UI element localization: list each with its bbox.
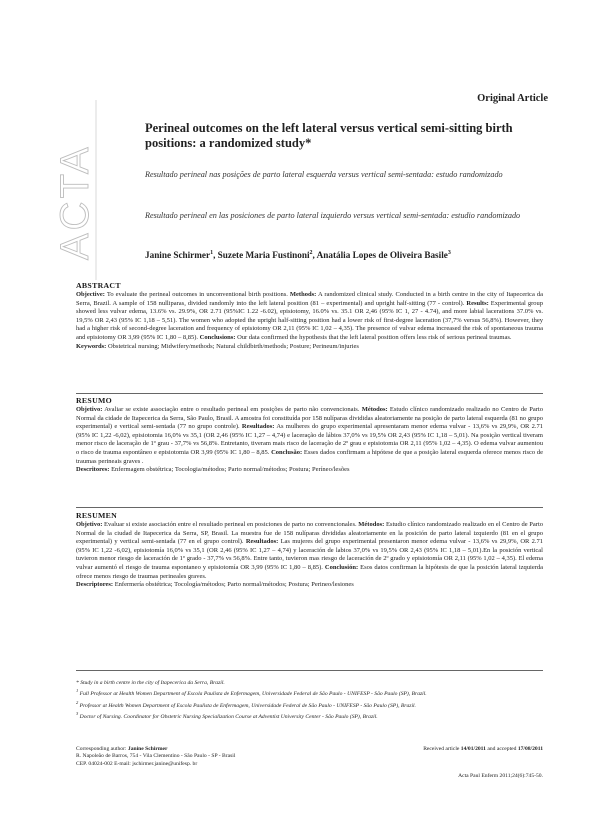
resumen-heading: RESUMEN [76,511,118,520]
author-2: Suzete Maria Fustinoni [217,250,310,261]
article-title: Perineal outcomes on the left lateral versus vertical semi-sitting birth positions: a randomized study* [145,121,513,150]
abstract-methods: A randomized clinical study. Conducted in a birth centre in the city of Itapecerica da Serra, Brazil. A sample of 158 nulliparas, divided randomly into the left lateral position (81 – experimental) and upright half-sitting (77 - control). [76,291,544,307]
footnote-marker: 1 [76,688,79,694]
subtitle-portuguese: Resultado perineal nas posições de parto lateral esquerda versus vertical semi-sentada: estudo randomizado [145,170,503,179]
abstract-keywords [76,343,543,352]
resumo-heading: RESUMO [76,396,113,405]
acta-logo [52,100,112,280]
footnote-text: Doctor of Nursing. Coordinator for Obstetric Nursing Specialization Course at Adventist University Center - São Paulo (SP), Brazil. [78,714,378,721]
received-label: Received article [423,746,461,752]
author-separator: , [312,250,317,261]
accepted-label: and accepted [485,746,518,752]
resumen-body [76,521,543,581]
subtitle-spanish: Resultado perineal en las posiciones de parto lateral izquierdo versus vertical semi-sentada: estudio randomizado [145,211,521,220]
resumen-conclusion-label: Conclusión: [324,563,359,571]
received-date: 14/01/2011 [460,746,486,752]
article-type-label: Original Article [477,93,548,104]
footnote-text: Full Professor at Health Women Department of Escola Paulista de Enfermagem, Universidade Federal de São Paulo - UNIFESP - São Paulo (SP), Brazil. [78,691,427,698]
footnotes [76,676,543,722]
section-divider [76,393,543,394]
footnote-divider [76,670,543,671]
footnote-author-3 [76,710,543,721]
resumo-keywords-text: Enfermagem obstétrica; Tocologia/métodos; Parto normal/métodos; Postura; Períneo/lesões [109,466,350,474]
resumo-keywords-label: Descritores: [76,466,110,474]
author-2-affiliation: 2 [309,250,313,256]
resumen-results: Las mujeres del grupo experimental presentaron menor edema vulvar - 13,6% vs 29,9%, OR 2.71 (95% IC 1,22 -6,02), episiotomía 16,0% vs 35,1 (OR 2,46 (95% IC 1,27 – 4,74) y laceración de labios 37,0% vs 19,5% OR 2,43 (95% IC 1,18 – 5,01).En la posición vertical tuvieron menor riesgo de laceración de 1º grado - 37,7% vs 56,8%. Entre tanto, tuvieron mas riesgo de laceración de 2º grado y episiotomía OR 2,11 (95% 1,02 – 4,35). El edema vulvar aumentó el riesgo de trauma espontaneo y episiotomía OR 3,99 (95% IC 1,80 – 8,85). [76,538,543,571]
footnote-marker: 2 [76,699,79,705]
resumen-objective-label: Objetivo: [76,521,103,528]
abstract-keywords-label: Keywords: [76,342,107,350]
author-1: Janine Schirmer [145,250,211,261]
abstract-keywords-text: Obstetrical nursing; Midwifery/methods; Natural childbirth/methods; Posture; Perineum/injuries [106,342,359,350]
resumen-results-label: Resultados: [245,538,279,546]
abstract-heading: ABSTRACT [76,281,121,290]
author-3: Anatália Lopes de Oliveira Basile [316,250,448,261]
author-list [145,250,565,260]
resumen-keywords [76,581,543,590]
received-accepted-dates [423,746,543,752]
abstract-results: Experimental group showed less vulvar edema, 13.6% vs. 29.9%, OR 2.71 (95%IC 1.22 -6.02), episiotomy, 16.0% vs. 35.1 OR 2,46 (95% IC 1, 27 - 4.74), and more labial lacerations 37.0% vs. 19,5% OR 2,43 (95% IC 1,18 – 5,51). The women who adopted the upright half-sitting position had a lower risk of first-degree laceration (37,7% versus 56,8%). However, they had a higher risk of second-degree laceration and frequency of episiotomy OR 2,11 (95% IC 1,02 – 4,35). The presence of vulvar edema increased the risk of spontaneous trauma and episiotomy OR 3,99 (95% IC 1,80 – 8,85). [76,299,544,341]
resumo-objective-label: Objetivo: [76,406,103,413]
accepted-date: 17/08/2011 [517,746,543,752]
footnote-author-2 [76,699,543,710]
resumen-methods-label: Métodos: [358,521,385,528]
abstract-objective: To evaluate the perineal outcomes in unconventional birth positions. [104,291,290,298]
resumo-results: As mulheres do grupo experimental apresentaram menor edema vulvar - 13,6% vs 29,9%, OR 2.71 (95% IC 1,22 -6,02), episiotomia 16,0% vs 35,1 (OR 2,46 (95% IC 1,27 – 4,74) e laceração de lábios 37,0% vs 19,5% OR 2,43 (95% IC 1,18 – 5,01). Na posição vertical tiveram menor risco de laceração de 1º grau - 37,7% vs 56,8%. Entretanto, tiveram mais risco de laceração de 2º grau e episiotomia OR 2,11 (95% 1,02 – 4,35). O edema vulvar aumentou o risco de trauma espontâneo e episiotomia OR 3,99 (95% IC 1,80 – 8,85. [76,423,543,456]
resumo-keywords [76,466,543,475]
resumo-body [76,406,543,466]
abstract-section [76,281,543,351]
resumo-section [76,396,543,475]
resumen-methods: Estudio clínico randomizado realizado en el Centro de Parto Normal de la ciudad de Itapecerica da Serra, SP, Brasil. La muestra fue de 158 nulíparas divididas aleatoriamente en la posición de parto lateral izquierdo (81 en el grupo experimental) y vertical semi-sentada (77 en el grupo control). [76,521,543,546]
correspondence-contact: CEP. 04024-002 E-mail: jschirmer.janine@unifesp. br [76,760,198,767]
footnote-author-1 [76,687,543,698]
journal-reference: Acta Paul Enferm 2011;24(6):745-50. [458,773,543,779]
abstract-conclusion-label: Conclusions: [199,333,236,341]
author-3-affiliation: 3 [447,250,451,256]
resumen-keywords-text: Enfermería obstétrica; Tocología/métodos; Parto normal/métodos; Postura; Perineo/lesiones [113,581,354,589]
author-1-affiliation: 1 [210,250,214,256]
footnote-marker: 3 [76,711,79,717]
abstract-objective-label: Objective: [76,291,105,298]
acta-logo-text: ACTA [53,144,97,260]
resumo-conclusion-label: Conclusão: [271,448,303,456]
resumen-section [76,511,543,590]
footnote-text: * Study in a birth centre in the city of Itapecerica da Serra, Brazil. [76,679,225,686]
abstract-body [76,291,543,343]
correspondence-block [76,746,376,768]
resumen-objective: Evaluar si existe asociación entre el resultado perineal en posiciones de parto no convencionales. [102,521,359,528]
correspondence-label: Corresponding author: [76,746,128,752]
abstract-results-label: Results: [466,299,489,307]
resumen-conclusion: Esos datos confirman la hipótesis de que la posición lateral izquierda ofrece menos riesgo de traumas perineales graves. [76,563,544,580]
footnote-text: Professor at Health Women Department of Escola Paulista de Enfermagem, Universidade Federal de São Paulo - UNIFESP - São Paulo (SP), Brazil. [78,702,416,709]
correspondence-name: Janine Schirmer [127,746,168,752]
section-divider [76,507,543,508]
footnote-study [76,676,543,687]
resumo-methods-label: Métodos: [361,406,388,413]
resumen-keywords-label: Descriptores: [76,581,114,589]
abstract-methods-label: Methods: [289,291,317,298]
resumo-conclusion: Esses dados confirmam a hipótese de que a posição lateral esquerda oferece menos risco de traumas perineais graves . [76,448,543,465]
abstract-conclusion: Our data confirmed the hypothesis that the left lateral position offers less risk of serious perineal traumas. [235,333,512,341]
resumo-objective: Avaliar se existe associação entre o resultado perineal em posições de parto não convencionais. [102,406,362,413]
resumo-methods: Estudo clínico randomizado realizado no Centro de Parto Normal da cidade de Itapecerica da Serra, São Paulo, Brasil. A amostra foi constituída por 158 nulíparas divididas aleatoriamente na posição de parto lateral esquerda (81 no grupo experimental) e vertical semi-sentada (77 no grupo controle). [76,406,543,431]
correspondence-address: R. Napoleão de Barros, 754 - Vila Clementino - São Paulo - SP - Brasil [76,753,236,760]
author-separator: , [213,250,218,261]
resumo-results-label: Resultados: [241,423,275,431]
